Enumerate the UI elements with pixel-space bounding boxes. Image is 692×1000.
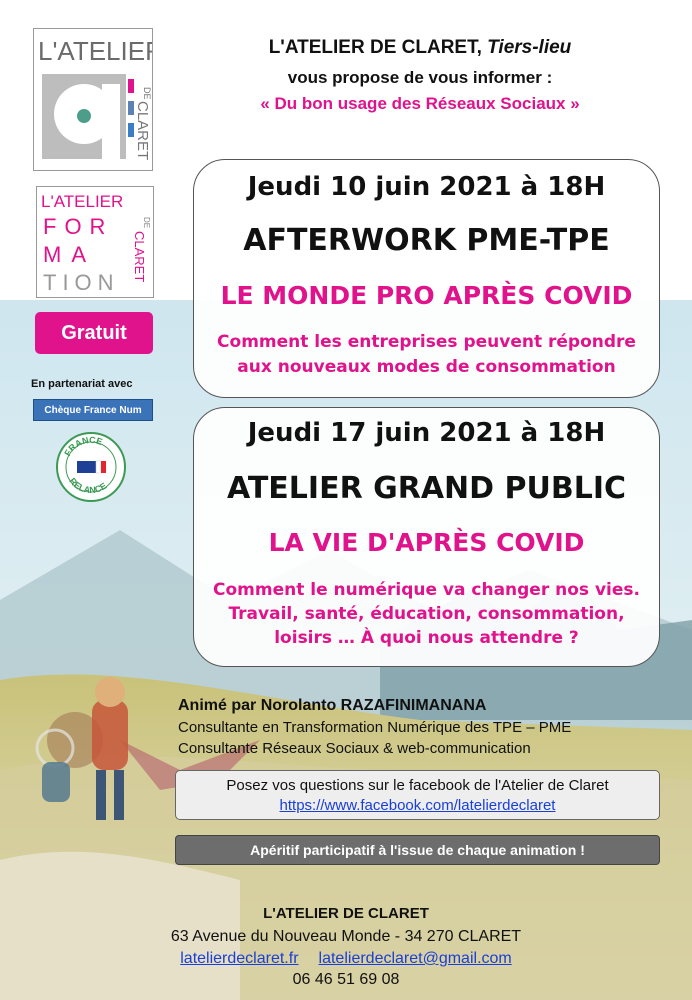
event-desc-line: Comment le numérique va changer nos vies. xyxy=(213,580,640,600)
intro-org: L'ATELIER DE CLARET, xyxy=(268,37,482,58)
website-link[interactable]: latelierdeclaret.fr xyxy=(180,950,299,967)
event-desc-line: loisirs … À quoi nous attendre ? xyxy=(274,628,579,648)
relance-bottom-text: RELANCE xyxy=(67,475,109,496)
relance-top-text: FRANCE xyxy=(62,434,104,458)
email-link[interactable]: latelierdeclaret@gmail.com xyxy=(318,950,512,967)
event-theme: LE MONDE PRO APRÈS COVID xyxy=(220,281,633,310)
intro-topic: « Du bon usage des Réseaux Sociaux » xyxy=(260,94,580,113)
event-date: Jeudi 17 juin 2021 à 18H xyxy=(247,418,606,448)
host-role: Consultante Réseaux Sociaux & web-communication xyxy=(178,740,531,757)
footer-links xyxy=(0,950,692,968)
event-card-afterwork xyxy=(193,159,660,398)
france-relance-logo xyxy=(55,431,127,503)
event-title: AFTERWORK PME-TPE xyxy=(243,223,610,258)
intro-type: Tiers-lieu xyxy=(487,37,572,58)
formation-title-text: L'ATELIER xyxy=(41,192,124,211)
event-date: Jeudi 10 juin 2021 à 18H xyxy=(247,172,606,202)
event-theme: LA VIE D'APRÈS COVID xyxy=(268,528,585,557)
intro-heading xyxy=(165,37,675,59)
formation-row-2: MA xyxy=(43,242,96,267)
facebook-box xyxy=(175,770,660,820)
event-title: ATELIER GRAND PUBLIC xyxy=(226,471,627,506)
event-card-grand-public xyxy=(193,407,660,667)
footer-phone: 06 46 51 69 08 xyxy=(292,971,400,988)
footer-org-name: L'ATELIER DE CLARET xyxy=(263,905,429,922)
facebook-prompt: Posez vos questions sur le facebook de l'Atelier de Claret xyxy=(226,777,609,794)
formation-small-text: DE xyxy=(142,217,151,229)
logo-vertical-text: CLARET xyxy=(134,101,151,161)
free-badge: Gratuit xyxy=(35,312,153,354)
aperitif-banner: Apéritif participatif à l'issue de chaque animation ! xyxy=(175,835,660,865)
cheque-france-num-button[interactable]: Chèque France Num xyxy=(33,399,153,421)
atelier-formation-logo xyxy=(36,186,154,298)
formation-vertical-text: CLARET xyxy=(132,231,147,283)
event-desc-line: Comment les entreprises peuvent répondre xyxy=(217,332,636,352)
logo-title-text: L'ATELIER xyxy=(38,36,152,66)
event-desc-line: Travail, santé, éducation, consommation, xyxy=(228,604,625,624)
formation-row-3: TION xyxy=(43,270,120,295)
partnership-label: En partenariat avec xyxy=(31,378,133,390)
formation-row-1: FOR xyxy=(43,214,114,239)
event-desc-line: aux nouveaux modes de consommation xyxy=(237,357,616,377)
facebook-link[interactable]: https://www.facebook.com/latelierdeclaret xyxy=(279,797,556,814)
intro-subtitle: vous propose de vous informer : xyxy=(287,68,553,87)
host-name: Animé par Norolanto RAZAFINIMANANA xyxy=(178,697,487,714)
footer-address: 63 Avenue du Nouveau Monde - 34 270 CLARET xyxy=(170,928,522,945)
host-role: Consultante en Transformation Numérique des TPE – PME xyxy=(178,719,572,736)
logo-small-text: DE xyxy=(142,87,152,100)
atelier-claret-logo xyxy=(33,28,153,171)
